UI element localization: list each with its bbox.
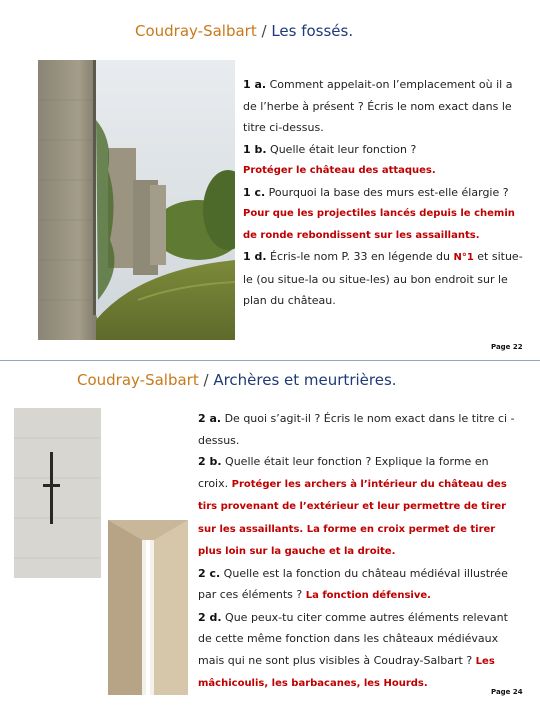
answer-2c: La fonction défensive. [305, 590, 431, 601]
question-number: 2 c. [198, 566, 221, 580]
page-number: Page 24 [491, 688, 523, 696]
question-1b [243, 139, 528, 161]
title-place: Coudray-Salbart [77, 371, 199, 389]
question-number: 2 b. [198, 455, 222, 468]
title-separator: / [256, 22, 272, 40]
question-text: Quelle était leur fonction ? [266, 142, 417, 156]
title-place: Coudray-Salbart [135, 22, 257, 40]
arrow-slit-drawing [14, 408, 101, 578]
question-number: 2 d. [198, 610, 222, 624]
question-number: 1 b. [243, 142, 267, 156]
title-topic: Archères et meurtrières. [213, 371, 397, 389]
question-text: Quelle était leur fonction ? Explique la forme en croix. [198, 455, 489, 490]
question-2d [198, 607, 520, 695]
moat-photo-drawing [38, 60, 235, 340]
section2-questions [198, 408, 520, 695]
question-1d [243, 246, 528, 312]
answer-2b: Protéger les archers à l’intérieur du château des tirs provenant de l’extérieur et leur permettre de tirer sur les assaillants. La forme en croix permet de tirer plus loin sur la gauche et la droite. [198, 478, 507, 557]
section1-questions [243, 74, 528, 312]
page-number: Page 22 [491, 343, 523, 351]
question-2c [198, 563, 520, 607]
question-text: De quoi s’agit-il ? Écris le nom exact dans le titre ci -dessus. [198, 412, 515, 447]
question-number: 1 c. [243, 185, 266, 199]
question-1c [243, 182, 528, 204]
moat-photo [38, 60, 235, 340]
question-text: Que peux-tu citer comme autres éléments relevant de cette même fonction dans les châteaux médiévaux mais qui ne sont plus visibles à Coudray-Salbart ? [198, 610, 508, 667]
title-separator: / [198, 371, 214, 389]
question-text-end: et situe-le (ou situe-la ou situe-les) au bon endroit sur le plan du château. [243, 250, 523, 307]
section-divider [0, 360, 540, 361]
answer-1c: Pour que les projectiles lancés depuis le chemin de ronde rebondissent sur les assaillants. [243, 208, 515, 241]
arrow-slit-outside-photo [14, 408, 101, 578]
embrasure-drawing [108, 520, 188, 695]
question-text: Comment appelait-on l’emplacement où il a de l’herbe à présent ? Écris le nom exact dans le titre ci-dessus. [243, 78, 513, 134]
question-number: 2 a. [198, 412, 222, 425]
question-1a [243, 74, 528, 139]
question-number: 1 d. [243, 250, 267, 263]
legend-number: N°1 [453, 252, 474, 263]
section1-title [135, 22, 353, 40]
question-text: Pourquoi la base des murs est-elle élargie ? [265, 185, 509, 199]
question-number: 1 a. [243, 78, 267, 91]
answer-1b: Protéger le château des attaques. [243, 165, 436, 176]
section2-title [77, 371, 397, 389]
title-topic: Les fossés. [271, 22, 354, 40]
answer-2d: Les mâchicoulis, les barbacanes, les Hourds. [198, 655, 495, 689]
question-2b [198, 451, 520, 563]
question-2a [198, 408, 520, 451]
question-text: Quelle est la fonction du château médiéval illustrée par ces éléments ? [198, 566, 508, 601]
question-text: Écris-le nom P. 33 en légende du [266, 250, 454, 263]
arrow-slit-inside-photo [108, 520, 188, 695]
